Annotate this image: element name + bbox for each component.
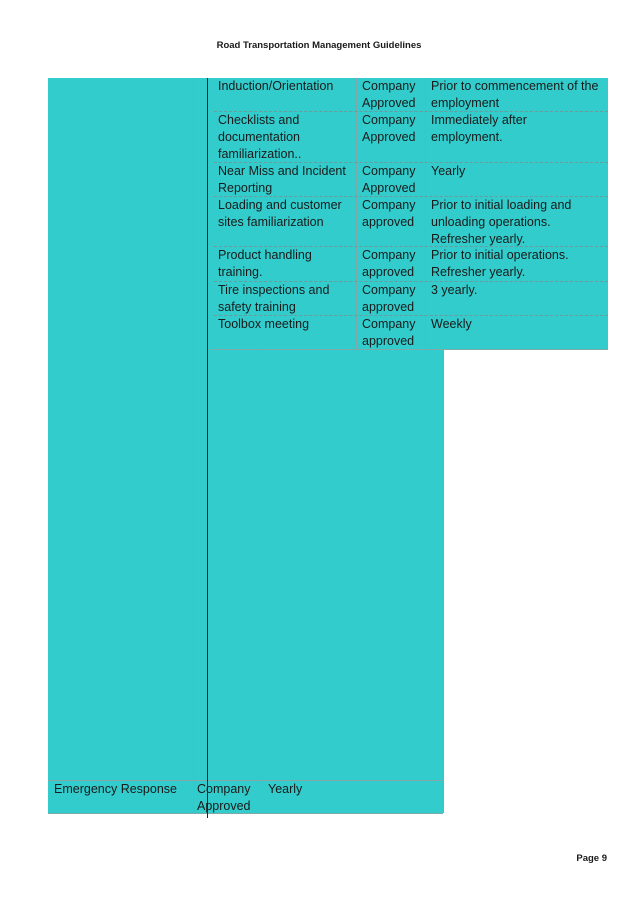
table-cell-training: Near Miss and Incident Reporting: [218, 164, 346, 195]
document-header-title: Road Transportation Management Guidelines: [216, 40, 422, 51]
table-cell-frequency: Yearly: [268, 782, 303, 796]
table-divider: [425, 78, 426, 349]
table-lower-block-bg: [210, 349, 443, 813]
table-cell-training: Emergency Response: [54, 782, 177, 796]
table-divider: [193, 78, 194, 813]
table-cell-provider: Company approved: [362, 198, 416, 229]
table-cell-frequency: 3 yearly.: [431, 283, 478, 297]
table-divider: [443, 349, 444, 813]
table-cell-provider: Company Approved: [362, 113, 416, 144]
table-divider: [356, 78, 357, 349]
table-cell-provider: Company Approved: [362, 164, 416, 195]
table-cell-provider: Company Approved: [362, 79, 416, 110]
table-divider: [261, 349, 262, 813]
table-cell-provider: Company approved: [362, 283, 416, 314]
table-left-column-bg: [48, 78, 210, 813]
table-cell-training: Product handling training.: [218, 248, 312, 279]
table-cell-training: Checklists and documentation familiarization..: [218, 113, 302, 161]
table-cell-frequency: Weekly: [431, 317, 472, 331]
table-cell-training: Tire inspections and safety training: [218, 283, 330, 314]
table-cell-training: Induction/Orientation: [218, 79, 334, 93]
table-cell-frequency: Prior to initial operations. Refresher yearly.: [431, 248, 569, 279]
table-cell-frequency: Yearly: [431, 164, 466, 178]
table-cell-provider: Company Approved: [197, 782, 251, 813]
table-cell-training: Toolbox meeting: [218, 317, 310, 331]
table-cell-provider: Company approved: [362, 248, 416, 279]
table-cell-frequency: Prior to commencement of the employment: [431, 79, 599, 110]
table-dark-border: [207, 78, 208, 818]
table-cell-frequency: Immediately after employment.: [431, 113, 527, 144]
table-cell-frequency: Prior to initial loading and unloading operations. Refresher yearly.: [431, 198, 572, 246]
page-number: Page 9: [576, 853, 607, 864]
table-cell-provider: Company approved: [362, 317, 416, 348]
table-cell-training: Loading and customer sites familiarization: [218, 198, 342, 229]
